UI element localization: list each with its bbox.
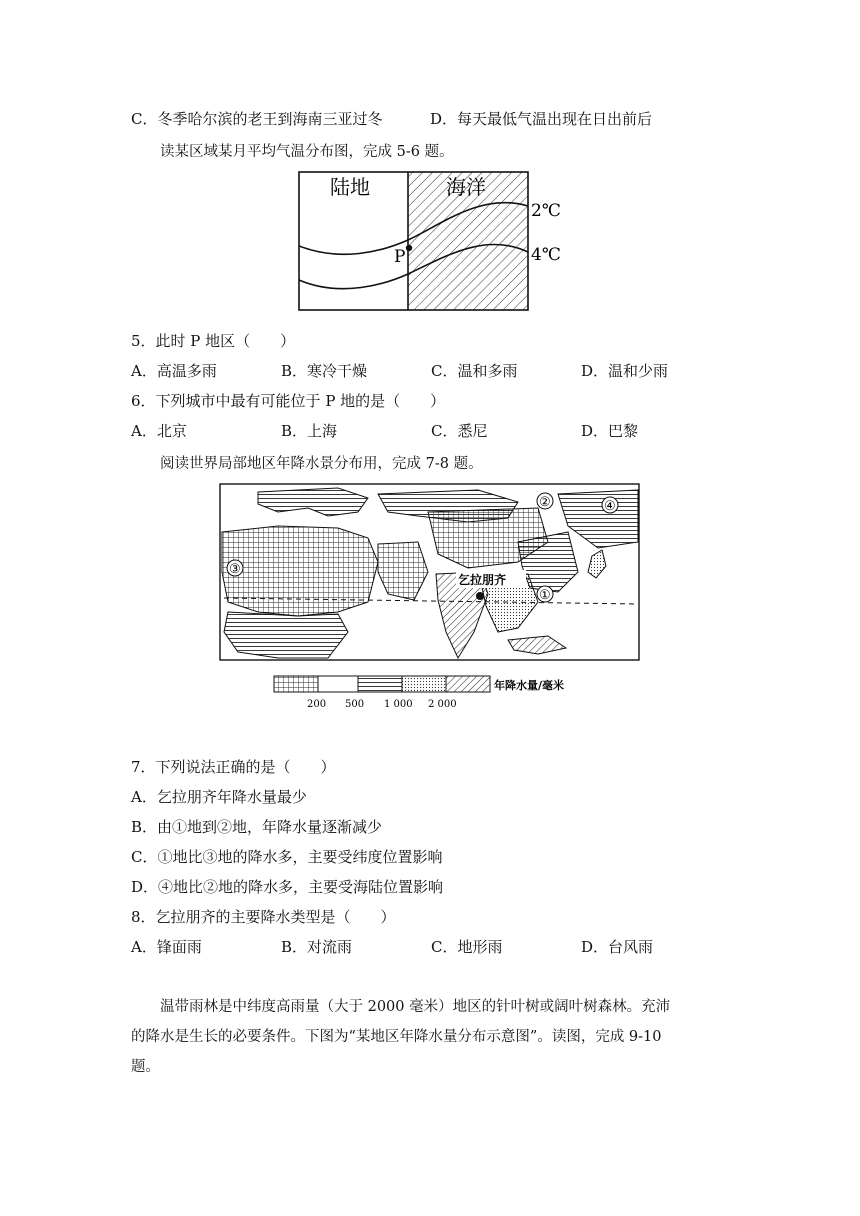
legend-swatch-3 bbox=[358, 676, 402, 692]
q4-option-c: C．冬季哈尔滨的老王到海南三亚过冬 bbox=[131, 110, 383, 128]
marker-4: ④ bbox=[604, 499, 616, 514]
q7-stem: 7．下列说法正确的是（ ） bbox=[131, 758, 336, 776]
q8-stem: 8．乞拉朋齐的主要降水类型是（ ） bbox=[131, 908, 396, 926]
sahara-region bbox=[222, 526, 378, 616]
q5-option-a: A．高温多雨 bbox=[131, 362, 217, 380]
q6-option-c: C．悉尼 bbox=[431, 422, 488, 440]
q7-option-a: A．乞拉朋齐年降水量最少 bbox=[131, 788, 307, 806]
legend-value-200: 200 bbox=[307, 699, 327, 710]
cherrapunji-marker bbox=[476, 592, 484, 600]
q6-option-d: D．巴黎 bbox=[581, 422, 639, 440]
isotherm-figure bbox=[296, 170, 566, 312]
legend-swatch-1 bbox=[274, 676, 318, 692]
central-africa-region bbox=[224, 612, 348, 658]
precipitation-map bbox=[218, 482, 642, 712]
q6-option-a: A．北京 bbox=[131, 422, 187, 440]
q8-option-c: C．地形雨 bbox=[431, 938, 503, 956]
q4-option-d: D．每天最低气温出现在日出前后 bbox=[430, 110, 653, 128]
city-label: 乞拉朋齐 bbox=[458, 573, 507, 587]
q7-option-c: C．①地比③地的降水多，主要受纬度位置影响 bbox=[131, 848, 443, 866]
q5-option-b: B．寒冷干燥 bbox=[281, 362, 368, 380]
point-p-label: P bbox=[394, 247, 406, 267]
legend-value-1000: 1 000 bbox=[384, 699, 413, 710]
legend-swatch-5 bbox=[446, 676, 490, 692]
legend-value-500: 500 bbox=[345, 699, 365, 710]
q8-option-a: A．锋面雨 bbox=[131, 938, 202, 956]
q5-stem: 5．此时 P 地区（ ） bbox=[131, 332, 296, 350]
passage-line-2: 的降水是生长的必要条件。下图为“某地区年降水量分布示意图”。读图，完成 9-10 bbox=[131, 1029, 662, 1045]
land-label: 陆地 bbox=[330, 175, 370, 199]
legend-value-2000: 2 000 bbox=[428, 699, 457, 710]
q7-option-d: D．④地比②地的降水多，主要受海陆位置影响 bbox=[131, 878, 444, 896]
q6-option-b: B．上海 bbox=[281, 422, 338, 440]
marker-3: ③ bbox=[229, 562, 241, 577]
legend-title: 年降水量/毫米 bbox=[494, 679, 565, 692]
marker-2: ② bbox=[539, 495, 551, 510]
q5-option-d: D．温和少雨 bbox=[581, 362, 669, 380]
isotherm-bottom-label: 4℃ bbox=[531, 245, 561, 265]
legend-swatch-2 bbox=[318, 676, 358, 692]
q5-option-c: C．温和多雨 bbox=[431, 362, 518, 380]
passage-9-10 bbox=[131, 992, 771, 1082]
section-7-8-intro: 阅读世界局部地区年降水景分布用，完成 7-8 题。 bbox=[160, 456, 483, 472]
q8-option-d: D．台风雨 bbox=[581, 938, 654, 956]
q8-option-b: B．对流雨 bbox=[281, 938, 353, 956]
q7-option-b: B．由①地到②地，年降水量逐渐减少 bbox=[131, 818, 383, 836]
legend-swatch-4 bbox=[402, 676, 446, 692]
section-5-6-intro: 读某区域某月平均气温分布图，完成 5-6 题。 bbox=[160, 144, 454, 160]
point-p bbox=[406, 245, 412, 251]
passage-line-1: 温带雨林是中纬度高雨量（大于 2000 毫米）地区的针叶树或阔叶树森林。充沛 bbox=[160, 999, 671, 1015]
passage-line-3: 题。 bbox=[131, 1059, 160, 1075]
ocean-label: 海洋 bbox=[446, 175, 486, 199]
q6-stem: 6．下列城市中最有可能位于 P 地的是（ ） bbox=[131, 392, 446, 410]
map-legend bbox=[274, 676, 564, 710]
marker-1: ① bbox=[539, 588, 551, 603]
isotherm-top-label: 2℃ bbox=[531, 201, 561, 221]
